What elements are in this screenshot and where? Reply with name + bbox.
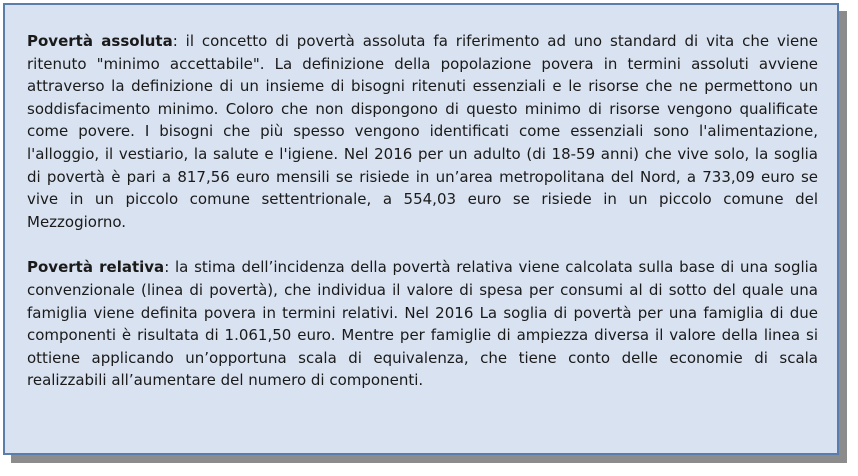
paragraph-absolute-poverty <box>27 30 818 233</box>
term-absolute-poverty: Povertà assoluta <box>27 32 173 50</box>
term-relative-poverty: Povertà relativa <box>27 258 165 277</box>
body-relative-poverty: : la stima dell’incidenza della povertà relativa viene calcolata sulla base di una soglia convenzionale (linea di povertà), che individua il valore di spesa per consumi al di sotto del quale una famiglia viene definita povera in termini relativi. Nel 2016 La soglia di povertà per una famiglia di due componenti è risultata di 1.061,50 euro. Mentre per famiglie di ampiezza diversa il valore della linea si ottiene applicando un’opportuna scala di equivalenza, che tiene conto delle economie di scala realizzabili all’aumentare del numero di componenti. <box>27 258 818 390</box>
paragraph-relative-poverty <box>27 256 818 392</box>
body-absolute-poverty: : il concetto di povertà assoluta fa riferimento ad uno standard di vita che viene ritenuto "minimo accettabile". La definizione della popolazione povera in termini assoluti avviene attraverso la definizione di un insieme di bisogni ritenuti essenziali e le risorse che ne permettono un soddisfacimento minimo. Coloro che non dispongono di questo minimo di risorse vengono qualificate come povere. I bisogni che più spesso vengono identificati come essenziali sono l'alimentazione, l'alloggio, il vestiario, la salute e l'igiene. Nel 2016 per un adulto (di 18-59 anni) che vive solo, la soglia di povertà è pari a 817,56 euro mensili se risiede in un’area metropolitana del Nord, a 733,09 euro se vive in un piccolo comune settentrionale, a 554,03 euro se risiede in un piccolo comune del Mezzogiorno. <box>27 32 819 231</box>
definition-box <box>3 3 839 455</box>
